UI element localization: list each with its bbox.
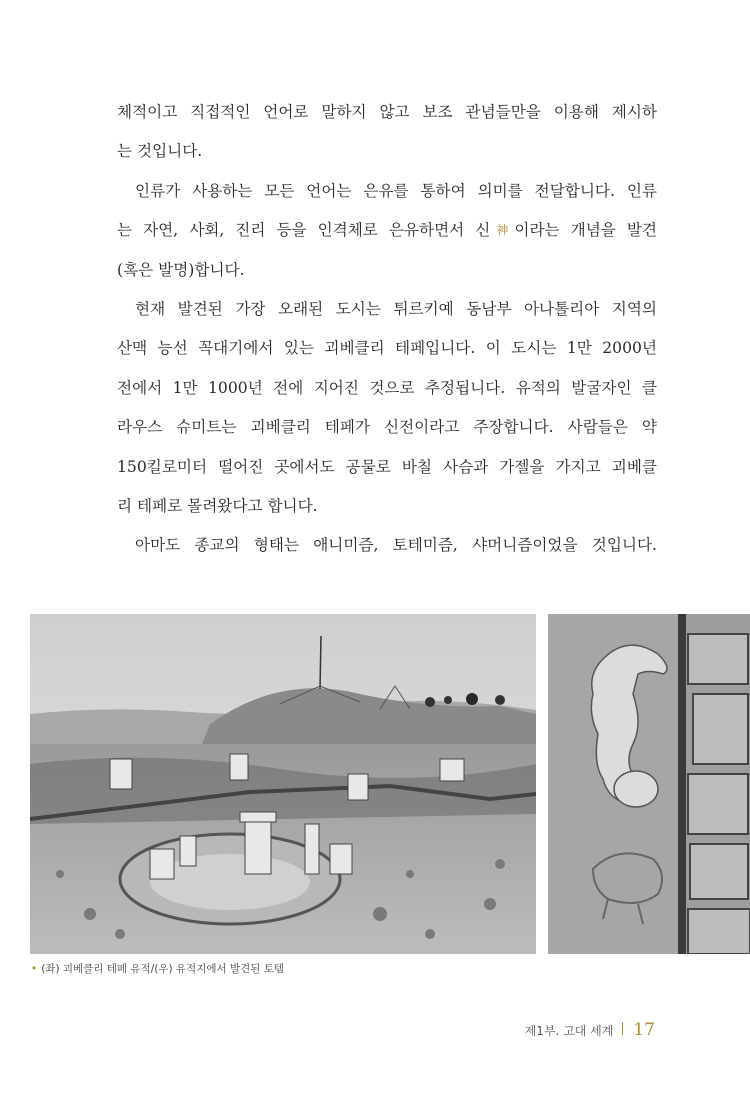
text-line: 산맥 능선 꼭대기에서 있는 괴베클리 테페입니다. 이 도시는 1만 2000년 xyxy=(117,339,657,358)
section-title: 제1부. 고대 세계 xyxy=(524,1024,614,1038)
text-line: 는 것입니다. xyxy=(117,142,203,161)
gobekli-tepe-site-photo xyxy=(30,614,536,954)
paragraph-3 xyxy=(117,290,657,526)
hanja-annotation: 神 xyxy=(490,223,515,238)
paragraph-4 xyxy=(117,526,657,565)
caption-bullet: • xyxy=(31,963,38,975)
text-line: 전에서 1만 1000년 전에 지어진 것으로 추정됩니다. 유적의 발굴자인 클 xyxy=(117,378,657,397)
photo-caption xyxy=(31,961,284,976)
totem-relief-photo xyxy=(548,614,750,954)
text-line: 인류가 사용하는 모든 언어는 은유를 통하여 의미를 전달합니다. 인류 xyxy=(135,181,657,200)
text-line: (혹은 발명)합니다. xyxy=(117,260,245,279)
text-segment: 는 자연, 사회, 진리 등을 인격체로 은유하면서 신 xyxy=(117,221,491,240)
caption-text: (좌) 괴베클리 테페 유적/(우) 유적지에서 발견된 토템 xyxy=(41,963,285,975)
text-line: 리 테페로 몰려왔다고 합니다. xyxy=(117,497,318,516)
text-line: 150킬로미터 떨어진 곳에서도 공물로 바칠 사슴과 가젤을 가지고 괴베클 xyxy=(117,457,657,476)
text-segment: 이라는 개념을 발견 xyxy=(514,221,657,240)
site-photo-illustration xyxy=(30,614,536,954)
text-line: 아마도 종교의 형태는 애니미즘, 토테미즘, 샤머니즘이었을 것입니다. xyxy=(135,536,657,555)
page-footer xyxy=(525,1020,655,1040)
page-number: 17 xyxy=(633,1020,655,1040)
footer-divider xyxy=(622,1022,623,1035)
totem-photo-illustration xyxy=(548,614,750,954)
body-text xyxy=(117,93,657,566)
text-line: 현재 발견된 가장 오래된 도시는 튀르키예 동남부 아나톨리아 지역의 xyxy=(135,300,657,319)
text-line: 라우스 슈미트는 괴베클리 테페가 신전이라고 주장합니다. 사람들은 약 xyxy=(117,418,657,437)
paragraph-1 xyxy=(117,93,657,172)
text-line: 체적이고 직접적인 언어로 말하지 않고 보조 관념들만을 이용해 제시하 xyxy=(117,103,657,121)
paragraph-2 xyxy=(117,172,657,290)
text-line-with-hanja xyxy=(117,211,657,250)
